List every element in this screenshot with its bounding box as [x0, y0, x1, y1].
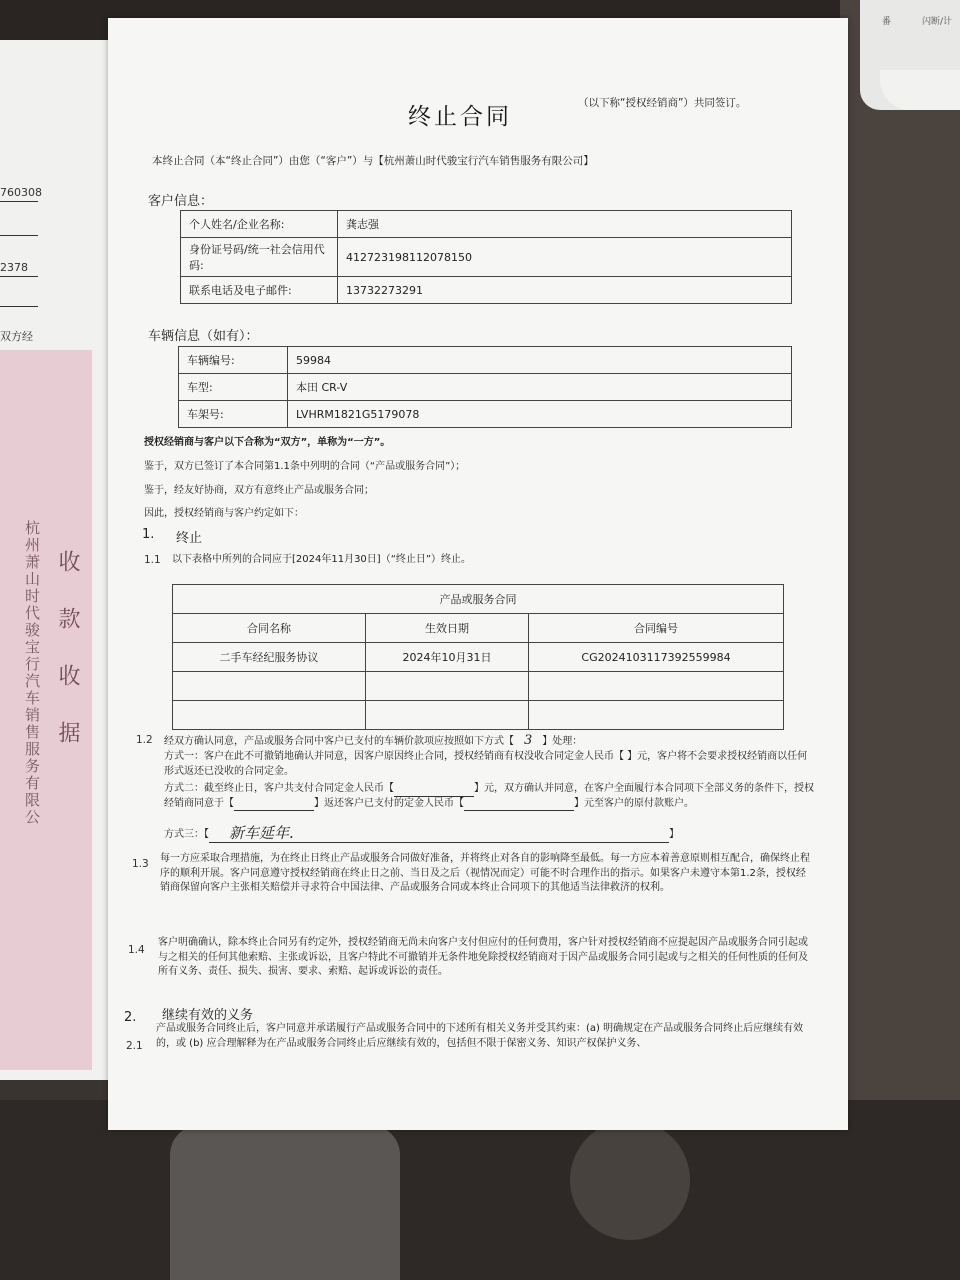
vehicle-number-value: 59984: [288, 347, 792, 374]
vehicle-info-heading: 车辆信息（如有）：: [148, 329, 259, 344]
way-2-part-d: 】元至客户的原付款账户。: [574, 797, 694, 809]
vehicle-number-label: 车辆编号:: [179, 347, 288, 374]
way-3-blank: [209, 823, 669, 843]
recital-3: 鉴于，经友好协商，双方有意终止产品或服务合同；: [144, 485, 374, 496]
background-bottle: [170, 1125, 400, 1280]
vehicle-vin-value: LVHRM1821G5179078: [288, 401, 792, 428]
left-sheet-line: [0, 276, 38, 277]
left-sheet-number-2: 2378: [0, 261, 28, 274]
way-2-blank-date: [234, 799, 314, 811]
clause-1-4-text: 客户明确确认，除本终止合同另有约定外，授权经销商无尚未向客户支付但应付的任何费用，客户针对授权经销商不应提起因产品或服务合同引起或与之相关的任何其他索赔、主张或诉讼，且客户特此不可撤销并无条件地免除授权经销商对于因产品或服务合同引起或与之相关的任何性质的任何及所有义务、责任、损失、损害、要求、索赔、起诉或诉讼的责任。: [158, 937, 808, 977]
table-cell: [529, 672, 784, 701]
table-cell: CG2024103117392559984: [529, 643, 784, 672]
clause-2-1-number: 2.1: [126, 1040, 143, 1052]
way-2-part-c: 】返还客户已支付的定金人民币【: [314, 797, 464, 809]
vehicle-model-value: 本田 CR-V: [288, 374, 792, 401]
vehicle-info-table: [178, 346, 792, 428]
table-cell: [366, 672, 529, 701]
clause-1-2-number: 1.2: [136, 734, 153, 746]
way-3-line: [164, 823, 814, 843]
clause-2-1-text: 产品或服务合同终止后，客户同意并承诺履行产品或服务合同中的下述所有相关义务并受其约束：(a) 明确规定在产品或服务合同终止后应继续有效的，或 (b) 应合理解释为在产品或服务合同终止后应继续有效的，包括但不限于保密义务、知识产权保护义务、: [156, 1023, 804, 1049]
customer-id-value: 412723198112078150: [338, 238, 792, 277]
receipt-title: 收 款 收 据: [55, 550, 80, 757]
table-row: [173, 643, 784, 672]
table-row: [179, 401, 792, 428]
left-sheet-line: [0, 306, 38, 307]
customer-name-value: 龚志强: [338, 211, 792, 238]
customer-id-label: 身份证号码/统一社会信用代码:: [181, 238, 338, 277]
way-2-blank-refund: [464, 799, 574, 811]
customer-name-label: 个人姓名/企业名称:: [181, 211, 338, 238]
vehicle-vin-label: 车架号:: [179, 401, 288, 428]
intro-line-2: 本终止合同（本“终止合同”）由您（“客户”）与【杭州萧山时代骏宝行汽车销售服务有限公司】: [152, 155, 594, 167]
clause-1-1-number: 1.1: [144, 554, 161, 566]
left-sheet-number-1: 760308: [0, 186, 42, 199]
table-header-row: [173, 614, 784, 643]
contract-paper: [108, 18, 848, 1130]
left-sheet-line: [0, 235, 38, 236]
section-1-number: 1.: [142, 527, 155, 542]
table-row: [179, 347, 792, 374]
contract-title: 终止合同: [408, 104, 512, 130]
contract-list-table: [172, 584, 784, 730]
customer-info-table: [180, 210, 792, 304]
background-desk-right: [840, 0, 960, 1120]
intro-line-1: （以下称“授权经销商”）共同签订。: [578, 97, 747, 109]
clause-1-3-number: 1.3: [132, 858, 149, 870]
desk-device-edge: [880, 70, 960, 110]
contract-table-caption: 产品或服务合同: [173, 585, 784, 614]
clause-1-2-end: 】处理：: [542, 736, 583, 747]
table-header-cell: 合同名称: [173, 614, 366, 643]
way-2-text: [164, 782, 814, 811]
recital-2: 鉴于，双方已签订了本合同第1.1条中列明的合同（“产品或服务合同”）；: [144, 461, 466, 472]
table-row: [181, 211, 792, 238]
vehicle-model-label: 车型:: [179, 374, 288, 401]
receipt-company-name: 杭州萧山时代骏宝行汽车销售服务有限公: [23, 520, 41, 826]
table-row: [179, 374, 792, 401]
table-header-cell: 合同编号: [529, 614, 784, 643]
clause-1-2-line: [164, 732, 824, 751]
way-2-part-b: 】元，双方确认并同意，在客户全面履行本合同项下全部义务的条件下，授权经销商同意于【: [164, 783, 814, 809]
recital-1: 授权经销商与客户以下合称为“双方”，单称为“一方”。: [144, 437, 391, 448]
table-row: [173, 701, 784, 730]
section-1-title: 终止: [176, 531, 203, 546]
table-row: [173, 585, 784, 614]
clause-1-3-text: 每一方应采取合理措施，为在终止日终止产品或服务合同做好准备，并将终止对各自的影响降至最低。每一方应本着善意原则相互配合，确保终止程序的顺利开展。客户同意遵守授权经销商在终止日之前、当日及之后（视情况而定）可能不时合理作出的指示。如果客户未遵守本第1.2条，授权经销商保留向客户主张相关赔偿并寻求符合中国法律、产品或服务合同或本终止合同项下的其他适当法律救济的权利。: [160, 853, 810, 893]
table-row: [173, 672, 784, 701]
customer-info-heading: 客户信息：: [148, 194, 214, 209]
clause-1-2-text: 经双方确认同意，产品或服务合同中客户已支付的车辆价款项应按照如下方式【: [164, 736, 514, 747]
way-2-part-a: 方式二：截至终止日，客户共支付合同定金人民币【: [164, 783, 394, 794]
table-cell: [173, 701, 366, 730]
customer-contact-label: 联系电话及电子邮件:: [181, 277, 338, 304]
table-header-cell: 生效日期: [366, 614, 529, 643]
left-sheet-text: 双方经: [0, 330, 33, 343]
table-row: [181, 238, 792, 277]
left-sheet-line: [0, 201, 38, 202]
clause-1-2-choice: 3: [524, 733, 533, 748]
table-cell: 2024年10月31日: [366, 643, 529, 672]
way-3-label: 方式三：【: [164, 829, 209, 840]
table-cell: 二手车经纪服务协议: [173, 643, 366, 672]
table-cell: [366, 701, 529, 730]
table-row: [181, 277, 792, 304]
recital-4: 因此，授权经销商与客户约定如下：: [144, 508, 304, 519]
section-2-number: 2.: [124, 1010, 137, 1025]
pink-receipt: [0, 350, 92, 1070]
way-2-blank-amount: [394, 785, 474, 797]
way-1-text: 方式一：客户在此不可撤销地确认并同意，因客户原因终止合同，授权经销商有权没收合同定金人民币【 】元，客户将不会要求授权经销商以任何形式返还已没收的合同定金。: [164, 751, 808, 777]
device-label-2: 闪断/计: [922, 17, 953, 27]
section-2-title: 继续有效的义务: [162, 1008, 254, 1023]
way-3-end: 】: [669, 829, 679, 840]
table-cell: [173, 672, 366, 701]
device-label-1: 番: [882, 17, 892, 27]
clause-1-4-number: 1.4: [128, 944, 145, 956]
background-cup: [570, 1120, 690, 1240]
way-3-handwriting: 新车延年.: [229, 823, 294, 842]
customer-contact-value: 13732273291: [338, 277, 792, 304]
table-cell: [529, 701, 784, 730]
clause-1-1-text: 以下表格中所列的合同应于[2024年11月30日]（“终止日”）终止。: [172, 554, 472, 565]
